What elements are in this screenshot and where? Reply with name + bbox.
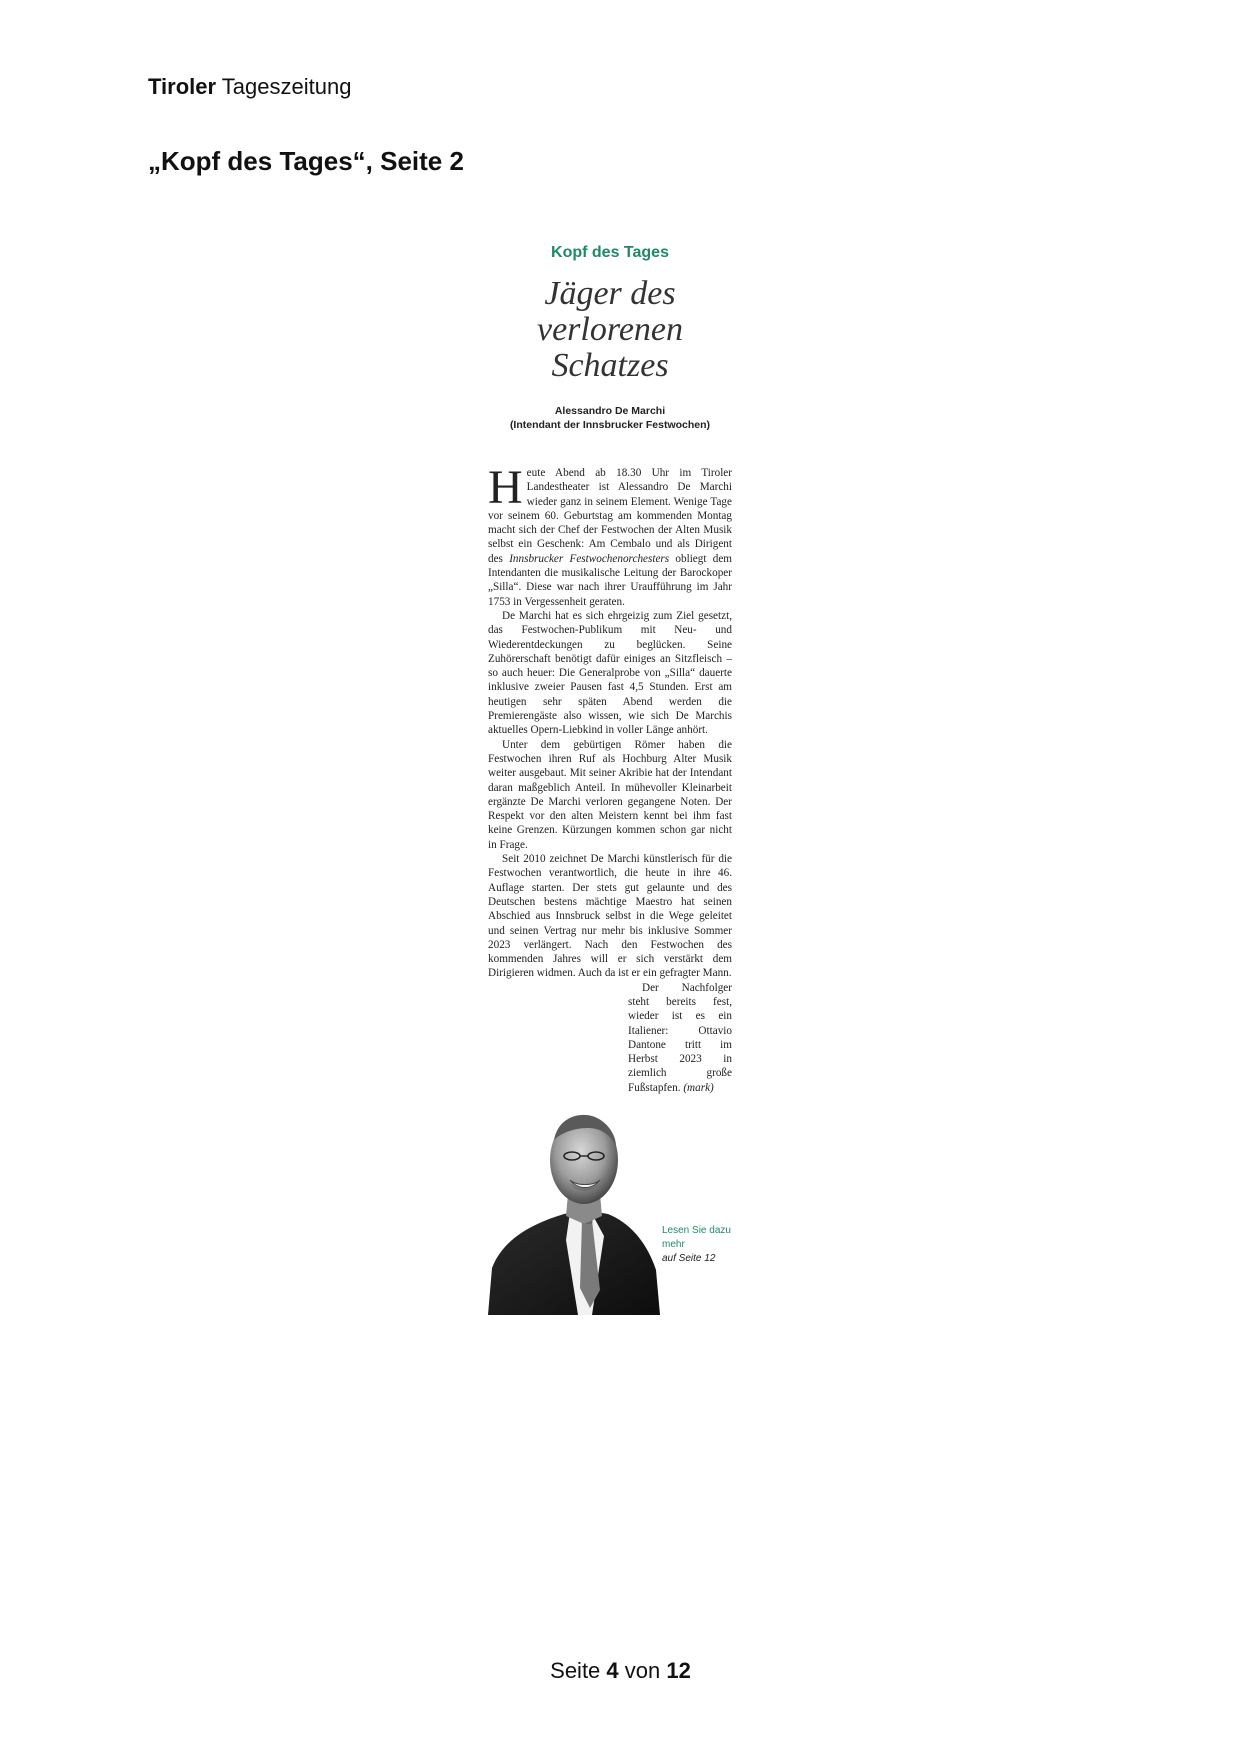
see-also-page: auf Seite 12 — [662, 1253, 716, 1264]
article-kicker: Kopf des Tages — [551, 244, 669, 261]
publication-name — [148, 74, 351, 100]
article-body — [488, 461, 732, 1133]
article-paragraph-5: Der Nachfolger steht bereits fest, wieder ist es ein Italiener: Ottavio Dantone tritt im Herbst 2023 in ziemlich große Fußstapfen. (mark) — [628, 981, 732, 1094]
newspaper-clipping — [488, 240, 732, 1315]
article-paragraph-1: Heute Abend ab 18.30 Uhr im Tiroler Landestheater ist Alessandro De Marchi wieder ganz in seinem Element. Wenige Tage vor seinem 60. Geburtstag am kommenden Montag macht sich der Chef der Festwochen der Alten Musik selbst ein Geschenk: Am Cembalo und als Dirigent des Innsbrucker Festwochenorchesters obliegt dem Intendanten die musikalische Leitung der Barockoper „Silla“. Diese war nach ihrer Uraufführung im Jahr 1753 in Vergessenheit geraten. — [488, 461, 732, 608]
article-headline: Jäger des verlorenen Schatzes — [536, 275, 683, 384]
portrait-photo — [488, 1100, 663, 1315]
article-byline — [488, 404, 732, 432]
total-pages: 12 — [666, 1658, 691, 1683]
current-page: 4 — [606, 1658, 619, 1683]
article-paragraph-3: Unter dem gebürtigen Römer haben die Festwochen ihren Ruf als Hochburg Alter Musik weiter ausgebaut. Mit seiner Akribie hat der Intendant daran maßgeblich Anteil. In mühevoller Kleinarbeit ergänzte De Marchi verloren gegangene Noten. Der Respekt vor den alten Meistern kennt bei ihm fast keine Grenzen. Kürzungen kommen schon gar nicht in Frage. — [488, 738, 732, 851]
see-also-note — [662, 1224, 734, 1266]
orchestra-name: Innsbrucker Festwochenorchesters — [509, 552, 670, 565]
byline-role: (Intendant der Innsbrucker Festwochen) — [509, 419, 711, 431]
article-paragraph-2: De Marchi hat es sich ehrgeizig zum Ziel gesetzt, das Festwochen-Publikum mit Neu- und Wiederentdeckungen zu beglücken. Seine Zuhörerschaft benötigt dafür einiges an Sitzfleisch – so auch heuer: Die Generalprobe von „Silla“ dauerte inklusive zweier Pausen fast 4,5 Stunden. Erst am heutigen sehr späten Abend werden die Premierengäste also wissen, wie sich De Marchis aktuelles Opern-Liebkind in voller Länge anhört. — [488, 609, 732, 737]
article-author: (mark) — [683, 1081, 714, 1094]
article-paragraph-4: Seit 2010 zeichnet De Marchi künstlerisch für die Festwochen verantwortlich, die heute in ihre 46. Auflage starten. Der stets gut gelaunte und des Deutschen bestens mächtige Maestro hat seinen Abschied aus Innsbruck selbst in die Wege geleitet und seinen Vertrag nur mehr bis inklusive Sommer 2023 verlängert. Nach den Festwochen des kommenden Jahres will er sich verstärkt dem Dirigieren widmen. Auch da ist er ein gefragter Mann. — [488, 853, 732, 980]
page-number: Seite 4 von 12 — [550, 1658, 691, 1683]
byline-name: Alessandro De Marchi — [554, 405, 666, 417]
document-title: „Kopf des Tages“, Seite 2 — [148, 146, 464, 176]
publication-name-bold: Tiroler — [148, 74, 217, 99]
see-also-text: Lesen Sie dazu mehr — [662, 1225, 731, 1250]
drop-cap: H — [488, 461, 523, 514]
publication-name-rest: Tageszeitung — [216, 74, 352, 99]
